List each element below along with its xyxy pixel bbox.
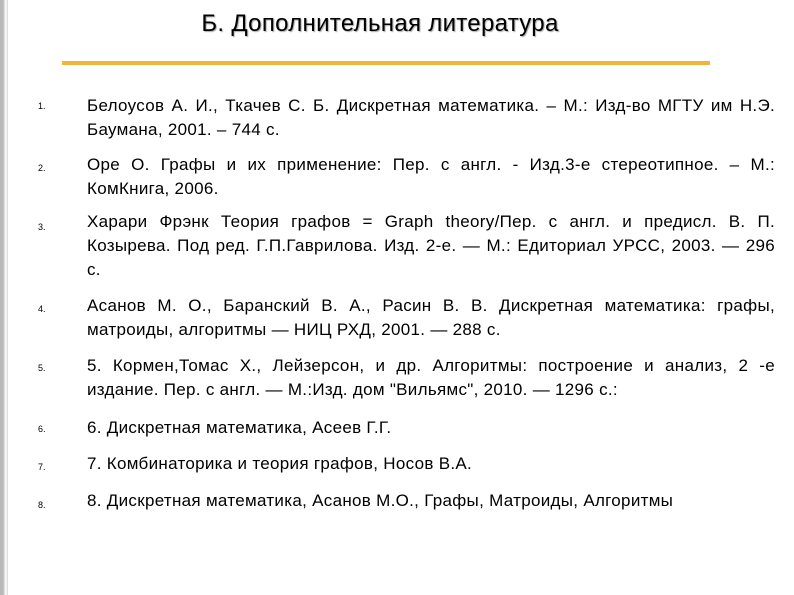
reference-text: Асанов М. О., Баранский В. А., Расин В. В. Дискретная математика: графы, матроиды, алгоритмы — НИЦ РХД, 2001. — 288 с.	[87, 296, 775, 339]
reference-number: 8.	[38, 500, 46, 510]
reference-text: 8. Дискретная математика, Асанов М.О., Графы, Матроиды, Алгоритмы	[87, 491, 674, 510]
reference-text: Оре О. Графы и их применение: Пер. с англ. - Изд.3-е стереотипное. – М.: КомКнига, 2006.	[87, 155, 775, 198]
reference-text: Харари Фрэнк Теория графов = Graph theory/Пер. с англ. и предисл. В. П. Козырева. Под ред. Г.П.Гаврилова. Изд. 2-е. — М.: Едиториал УРСС, 2003. — 296 с.	[87, 212, 775, 279]
reference-number: 2.	[38, 163, 46, 173]
reference-text: 7. Комбинаторика и теория графов, Носов В.А.	[87, 454, 473, 473]
reference-text: Белоусов А. И., Ткачев С. Б. Дискретная математика. – М.: Изд-во МГТУ им Н.Э. Баумана, 2001. – 744 с.	[87, 96, 775, 139]
reference-number: 7.	[38, 462, 46, 472]
reference-number: 6.	[38, 424, 46, 434]
reference-text: 5. Кормен,Томас Х., Лейзерсон, и др. Алгоритмы: построение и анализ, 2 -е издание. Пер. с англ. — М.:Изд. дом "Вильямс", 2010. — 1296 с.:	[87, 356, 775, 399]
slide-title: Б. Дополнительная литература	[201, 10, 559, 37]
reference-number: 1.	[38, 101, 46, 111]
reference-number: 5.	[38, 363, 46, 373]
reference-number: 4.	[38, 304, 46, 314]
reference-text: 6. Дискретная математика, Асеев Г.Г.	[87, 418, 392, 437]
reference-number: 3.	[38, 222, 46, 232]
